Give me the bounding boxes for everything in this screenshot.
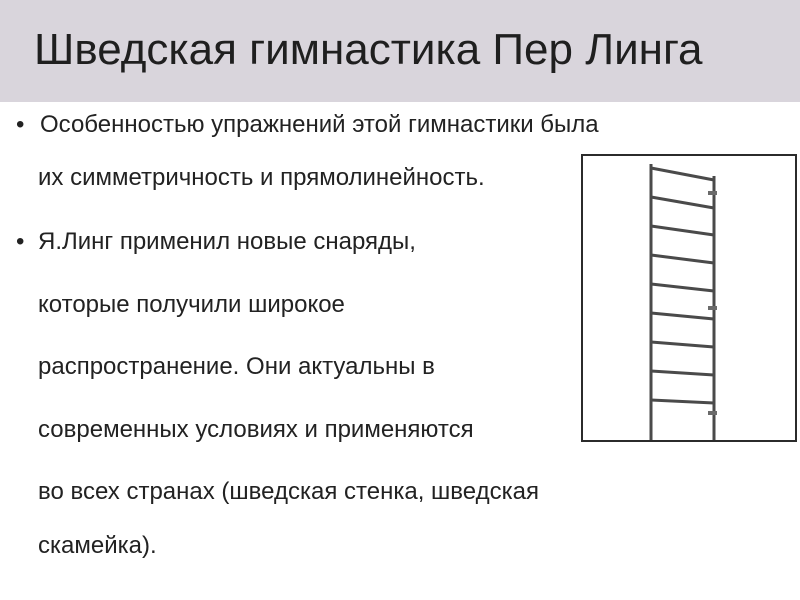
wall-bars-icon bbox=[583, 156, 795, 440]
bullet-2-line-6: скамейка). bbox=[38, 532, 157, 559]
bullet-2-line-5: во всех странах (шведская стенка, шведская bbox=[38, 478, 539, 505]
bullet-2-line-4: современных условиях и применяются bbox=[38, 416, 474, 443]
title-bar bbox=[0, 0, 800, 102]
bullet-2-line-3: распространение. Они актуальны в bbox=[38, 353, 435, 380]
bullet-2-line-2: которые получили широкое bbox=[38, 291, 345, 318]
wall-bars-image bbox=[581, 154, 797, 442]
bullet-1-line-2: их симметричность и прямолинейность. bbox=[38, 164, 485, 191]
bullet-marker: • bbox=[16, 111, 25, 138]
bullet-1-line-1: Особенностью упражнений этой гимнастики была bbox=[40, 111, 599, 138]
bullet-2-line-1: Я.Линг применил новые снаряды, bbox=[38, 228, 416, 255]
bullet-marker: • bbox=[16, 228, 25, 255]
slide-title: Шведская гимнастика Пер Линга bbox=[34, 25, 703, 74]
